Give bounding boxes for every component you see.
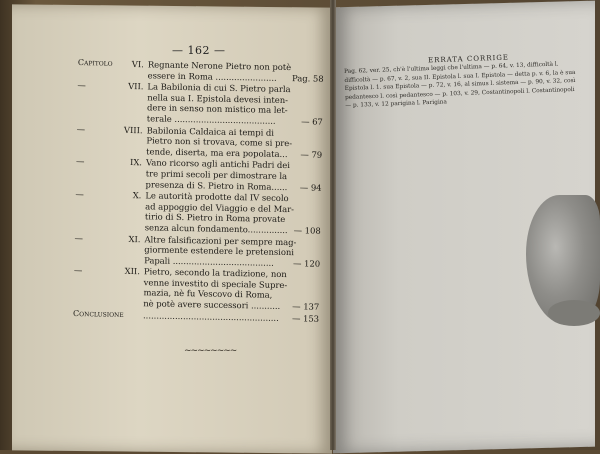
- toc-lead: —: [73, 265, 83, 276]
- toc-text-line: La Babilonia di cui S. Pietro parla: [147, 81, 291, 95]
- toc-page: — 137: [292, 301, 320, 312]
- toc-lead: [75, 200, 115, 211]
- toc-lead: [77, 91, 117, 102]
- ornament: ~~~~~~~~: [184, 346, 237, 356]
- toc-text-line: Vano ricorso agli antichi Padri dei: [145, 157, 291, 171]
- toc-text-line: giormente estendere le pretensioni: [144, 244, 295, 258]
- toc-lead: —: [75, 156, 85, 167]
- page-number: — 162 —: [172, 44, 226, 57]
- toc-lead: [74, 243, 114, 254]
- toc-number: [115, 222, 145, 233]
- toc-text-line: senza alcun fondamento...............: [144, 222, 288, 235]
- toc-page: — 79: [300, 149, 323, 160]
- toc-text-line: Regnante Nerone Pietro non potè: [147, 59, 292, 73]
- toc-text-line: tirio di S. Pietro in Roma provate: [144, 211, 286, 225]
- toc-page: — 120: [292, 257, 321, 269]
- toc-number: [113, 309, 143, 320]
- toc-text-line: tre primi secoli per dimostrare la: [145, 168, 288, 181]
- toc-page: Pag. 58: [291, 72, 324, 84]
- toc-number: VIII.: [123, 124, 143, 135]
- toc-number: [114, 254, 144, 265]
- toc-text-line: Altre falsificazioni per sempre mag-: [144, 233, 297, 247]
- toc-text-line: Papali ......................................: [144, 254, 275, 268]
- toc-number: [115, 211, 145, 222]
- errata-text: Pag. 62, ver. 25, ch'è l'ultima leggi che l'ultima — p. 64, v. 13, difficoltà l. difficoltà — p. 67, v. 2, sua II. Epistola l. sua I. Epistola — detta p. v. 6, la è sua Epistola l. 1. sua Epistola — p. 72, v. 16, al simus l. sistema — p. 90, v. 32, così pedantesco l. così pedantesco — p. 103, v. 29, Costantinopoli l. Costantinopoli — p. 133, v. 12 parigina l. Parigina: [344, 61, 576, 110]
- toc-text-line: mazia, nè fu Vescovo di Roma,: [143, 287, 273, 301]
- toc-number: X.: [132, 190, 142, 201]
- toc-text-line: terale ......................................: [146, 113, 276, 126]
- toc-lead: —: [77, 80, 86, 91]
- toc-page: — 94: [299, 181, 322, 193]
- toc-number: [115, 200, 145, 211]
- toc-lead: [76, 167, 116, 178]
- toc-text-line: ...................................................: [142, 309, 279, 323]
- stone-object-base: [548, 300, 600, 326]
- toc-text-line: nella sua I. Epistola devesi inten-: [147, 92, 289, 105]
- toc-lead: [77, 112, 117, 123]
- toc-number: VII.: [128, 81, 144, 92]
- toc-entry: [76, 124, 325, 161]
- toc-lead: [77, 101, 117, 112]
- toc-lead: [78, 69, 118, 80]
- toc-lead: —: [76, 123, 86, 134]
- toc-text-line: Pietro, secondo la tradizione, non: [143, 266, 287, 280]
- toc-number: IX.: [129, 157, 143, 168]
- toc-text-line: essere in Roma .......................: [147, 69, 277, 83]
- toc-number: [114, 244, 144, 255]
- errata-title: ERRATA CORRIGE: [427, 53, 510, 65]
- toc-number: VI.: [131, 59, 144, 70]
- toc-number: [118, 69, 148, 80]
- toc-number: [116, 135, 146, 146]
- toc-entry: [76, 156, 325, 193]
- toc-lead: —: [74, 232, 84, 243]
- toc-text-line: Le autorità prodotte dal IV secolo: [145, 190, 289, 204]
- toc-lead: [76, 178, 116, 189]
- toc-entry: [75, 189, 324, 236]
- toc-entry: [73, 265, 322, 312]
- book-spine: [330, 0, 336, 450]
- toc-text-line: presenza di S. Pietro in Roma......: [145, 178, 288, 192]
- toc-number: XII.: [124, 266, 141, 277]
- toc-number: [113, 298, 143, 309]
- toc-lead: Conclusione: [73, 308, 124, 319]
- toc-text-line: tende, diserta, ma era popolata...: [146, 146, 288, 159]
- toc-page: — 153: [291, 312, 320, 324]
- toc-lead: [75, 210, 115, 221]
- toc-lead: [74, 276, 114, 287]
- toc-entry: [77, 80, 326, 127]
- toc-lead: [76, 134, 116, 145]
- toc-text-line: venne investito di speciale Supre-: [143, 277, 288, 290]
- toc-lead: [73, 286, 113, 297]
- toc-lead: —: [75, 189, 84, 200]
- toc-number: [117, 102, 147, 113]
- toc-text-line: ad appoggio del Viaggio e del Mar-: [145, 201, 295, 214]
- toc-number: [113, 287, 143, 298]
- toc-lead: Capitolo: [77, 58, 113, 68]
- toc-lead: [73, 297, 113, 308]
- toc-number: [116, 146, 146, 157]
- toc-page: — 67: [301, 116, 323, 127]
- table-of-contents: [73, 58, 326, 325]
- toc-number: XI.: [128, 233, 141, 244]
- toc-number: [114, 277, 144, 288]
- toc-text-line: Pietro non si trovava, come si pre-: [146, 135, 293, 149]
- toc-text-line: nè potè avere successori ...........: [143, 298, 281, 311]
- toc-number: [117, 113, 147, 124]
- toc-number: [117, 92, 147, 103]
- toc-number: [116, 168, 146, 179]
- toc-lead: [76, 145, 116, 156]
- toc-text-line: Babilonia Caldaica ai tempi di: [146, 124, 275, 138]
- toc-lead: [74, 254, 114, 265]
- toc-entry: [74, 232, 323, 269]
- toc-page: — 108: [293, 225, 321, 236]
- toc-lead: [75, 221, 115, 232]
- toc-number: [115, 178, 145, 189]
- toc-text-line: dere in senso non mistico ma let-: [146, 102, 288, 116]
